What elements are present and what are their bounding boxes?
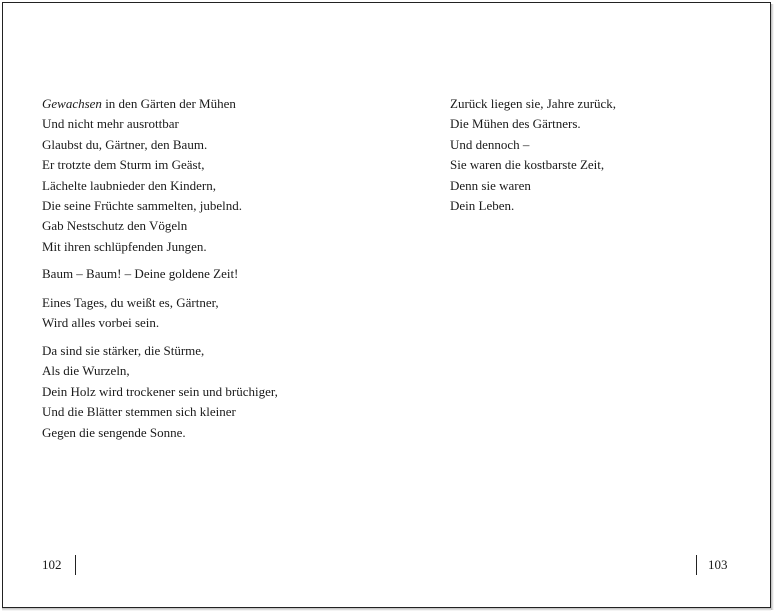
page-number-right: 103	[708, 557, 728, 572]
poem-line: Gab Nestschutz den Vögeln	[42, 218, 188, 234]
poem-line: Da sind sie stärker, die Stürme,	[42, 343, 205, 358]
poem-line: Zurück liegen sie, Jahre zurück,	[450, 96, 617, 111]
poem-line: Sie waren die kostbarste Zeit,	[450, 157, 605, 173]
poem-line: Glaubst du, Gärtner, den Baum.	[42, 136, 208, 152]
poem-line: Lächelte laubnieder den Kindern,	[42, 177, 216, 193]
poem-line: Mit ihren schlüpfenden Jungen.	[42, 238, 207, 254]
poem-line: Denn sie waren	[450, 177, 531, 193]
left-stanza-1	[42, 94, 242, 257]
poem-line: Und dennoch –	[450, 136, 530, 152]
poem-line: Die seine Früchte sammelten, jubelnd.	[42, 198, 243, 214]
poem-line: Gegen die sengende Sonne.	[42, 424, 186, 440]
poem-line: Eines Tages, du weißt es, Gärtner,	[42, 295, 219, 310]
poem-line: Er trotzte dem Sturm im Geäst,	[42, 157, 205, 173]
page-number-rule-right	[696, 555, 697, 575]
left-stanza-4	[42, 341, 278, 443]
poem-line: Die Mühen des Gärtners.	[450, 116, 581, 132]
italic-opening-word: Gewachsen	[42, 96, 102, 111]
page-shadow-bottom	[2, 608, 771, 611]
poem-line: Dein Holz wird trockener sein und brüchiger,	[42, 383, 278, 399]
poem-line: Als die Wurzeln,	[42, 363, 130, 379]
page-number-left: 102	[42, 557, 62, 572]
poem-line: Wird alles vorbei sein.	[42, 315, 160, 331]
opening-line-rest: in den Gärten der Mühen	[101, 96, 236, 111]
right-stanza-1	[450, 94, 616, 216]
poem-line: Und nicht mehr ausrottbar	[42, 116, 179, 132]
page-number-rule-left	[75, 555, 76, 575]
poem-line: Und die Blätter stemmen sich kleiner	[42, 404, 236, 420]
poem-line	[42, 94, 242, 114]
poem-line: Dein Leben.	[450, 198, 515, 214]
left-stanza-3	[42, 293, 219, 334]
right-page	[386, 2, 771, 608]
poem-line: Baum – Baum! – Deine goldene Zeit!	[42, 266, 239, 281]
left-stanza-2	[42, 264, 238, 284]
